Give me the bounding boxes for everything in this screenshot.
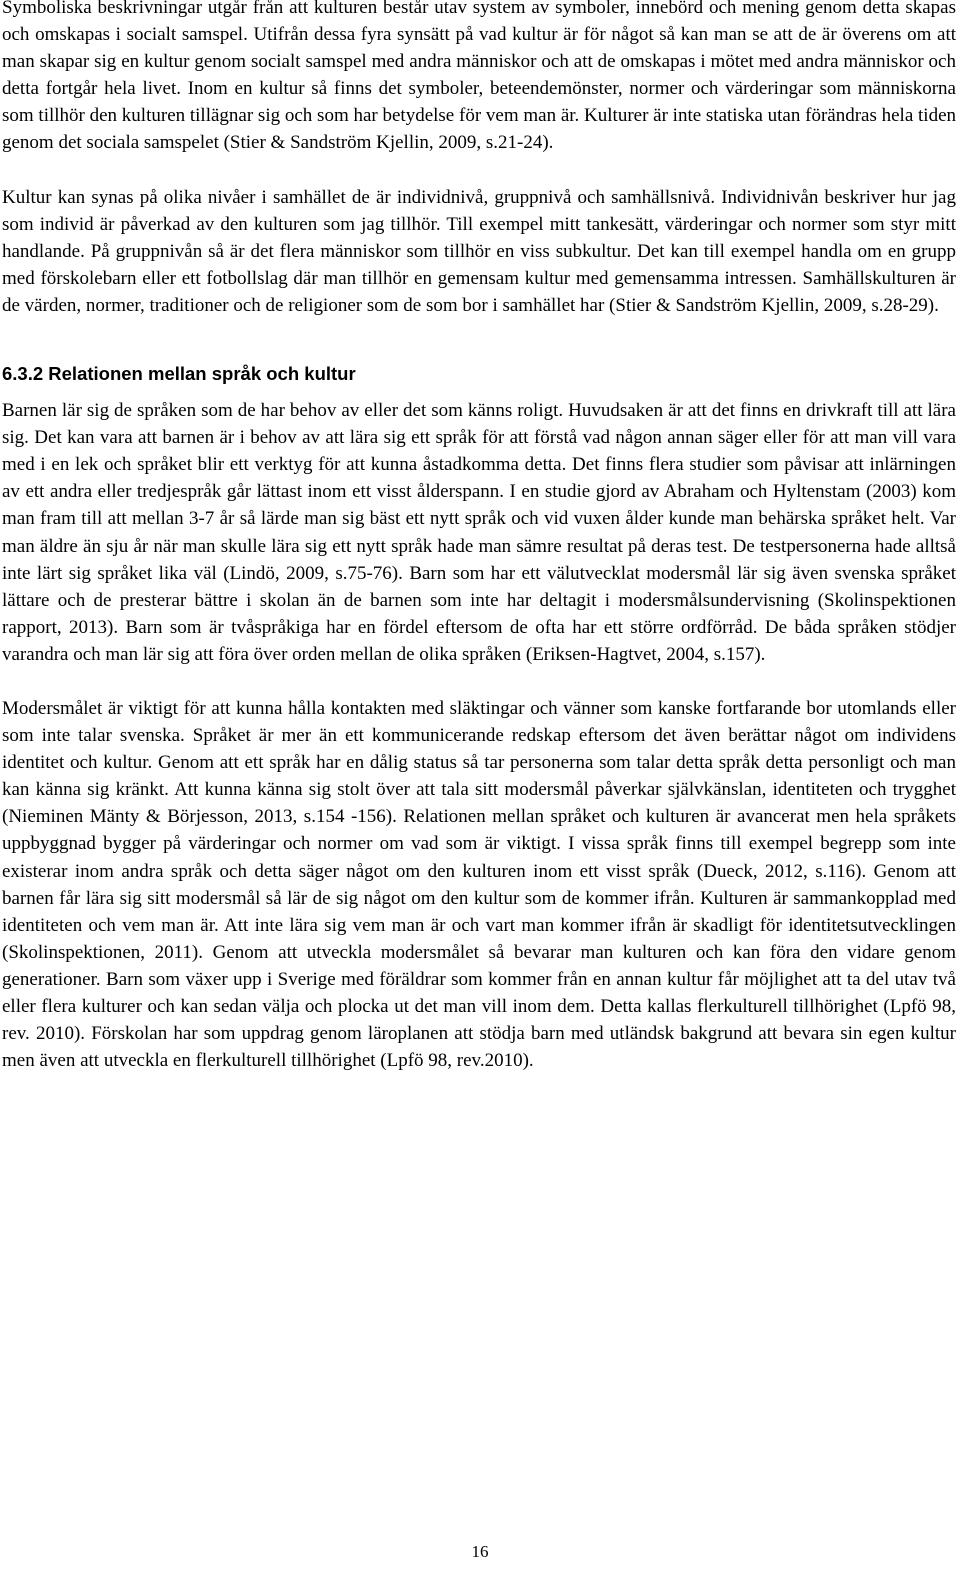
- paragraph-culture-levels: Kultur kan synas på olika nivåer i samhället de är individnivå, gruppnivå och samhällsnivå. Individnivån beskriver hur jag som individ är påverkad av den kulturen som jag tillhör. Till exempel mitt tankesätt, värderingar och normer som styr mitt handlande. På gruppnivån så är det flera människor som tillhör en viss subkultur. Det kan till exempel handla om en grupp med förskolebarn eller ett fotbollslag där man tillhör en gemensam kultur med gemensamma intressen. Samhällskulturen är de värden, normer, traditioner och de religioner som de som bor i samhället har (Stier & Sandström Kjellin, 2009, s.28-29).: [2, 186, 956, 316]
- paragraph-language-learning: Barnen lär sig de språken som de har behov av eller det som känns roligt. Huvudsaken är att det finns en drivkraft till att lära sig. Det kan vara att barnen är i behov av att lära sig ett språk för att förstå vad någon annan säger eller för att man vill vara med i en lek och språket blir ett verktyg för att kunna åstadkomma detta. Det finns flera studier som påvisar att inlärningen av ett andra eller tredjespråk går lättast inom ett visst ålderspann. I en studie gjord av Abraham och Hyltenstam (2003) kom man fram till att mellan 3-7 år så lärde man sig bäst ett nytt språk och vid vuxen ålder kunde man behärska språket helt. Var man äldre än sju år när man skulle lära sig ett nytt språk hade man sämre resultat på deras test. De testpersonerna hade alltså inte lärt sig språket lika väl (Lindö, 2009, s.75-76). Barn som har ett välutvecklat modersmål lär sig även svenska språket lättare och de presterar bättre i skolan än de barnen som inte har deltagit i modersmålsundervisning (Skolinspektionen rapport, 2013). Barn som är tvåspråkiga har en fördel eftersom de ofta har ett större ordförråd. De båda språken stödjer varandra och man lär sig att föra över orden mellan de olika språken (Eriksen-Hagtvet, 2004, s.157).: [2, 400, 956, 665]
- paragraph-spacer: [2, 319, 956, 346]
- paragraph-mother-tongue: Modersmålet är viktigt för att kunna hålla kontakten med släktingar och vänner som kanske fortfarande bor utomlands eller som inte talar svenska. Språket är mer än ett kommunicerande redskap eftersom det även berättar något om individens identitet och kultur. Genom att ett språk har en dålig status så tar personerna som talar detta språk detta personligt och man kan känna sig kränkt. Att kunna känna sig stolt över att tala sitt modersmål påverkar självkänslan, identiteten och trygghet (Nieminen Mänty & Börjesson, 2013, s.154 -156). Relationen mellan språket och kulturen är avancerat men hela språkets uppbyggnad bygger på värderingar och normer om vad som är viktigt. I vissa språk finns till exempel begrepp som inte existerar inom andra språk och detta säger något om den kulturen inom ett visst språk (Dueck, 2012, s.116). Genom att barnen får lära sig sitt modersmål så lär de sig något om den kultur som de kommer ifrån. Kulturen är sammankopplad med identiteten och vem man är. Att inte lära sig vem man är och vart man kommer ifrån är skadligt för identitetsutvecklingen (Skolinspektionen, 2011). Genom att utveckla modersmålet så bevarar man kulturen och kan föra den vidare genom generationer. Barn som växer upp i Sverige med föräldrar som kommer från en annan kultur får möjlighet att ta del utav två eller flera kulturer och kan sedan välja och plocka ut det man vill inom dem. Detta kallas flerkulturell tillhörighet (Lpfö 98, rev. 2010). Förskolan har som uppdrag genom läroplanen att stödja barn med utländsk bakgrund att bevara sin egen kultur men även att utveckla en flerkulturell tillhörighet (Lpfö 98, rev.2010).: [2, 697, 956, 1072]
- page-number: 16: [471, 1542, 489, 1561]
- section-heading: 6.3.2 Relationen mellan språk och kultur: [2, 363, 356, 385]
- paragraph-symbolic-culture: Symboliska beskrivningar utgår från att kulturen består utav system av symboler, innebörd och mening genom detta skapas och omskapas i socialt samspel. Utifrån dessa fyra synsätt på vad kultur är för något så kan man se att de är överens om att man skapar sig en kultur genom socialt samspel med andra människor och att de omskapas i mötet med andra människor och detta fortgår hela livet. Inom en kultur så finns det symboler, beteendemönster, normer och värderingar som människorna som tillhör den kulturen tillägnar sig och som har betydelse för vem man är. Kulturer är inte statiska utan förändras hela tiden genom det sociala samspelet (Stier & Sandström Kjellin, 2009, s.21-24).: [2, 0, 956, 154]
- paragraph-spacer: [2, 157, 956, 184]
- paragraph-spacer: [2, 668, 956, 695]
- document-body: [2, 0, 956, 1074]
